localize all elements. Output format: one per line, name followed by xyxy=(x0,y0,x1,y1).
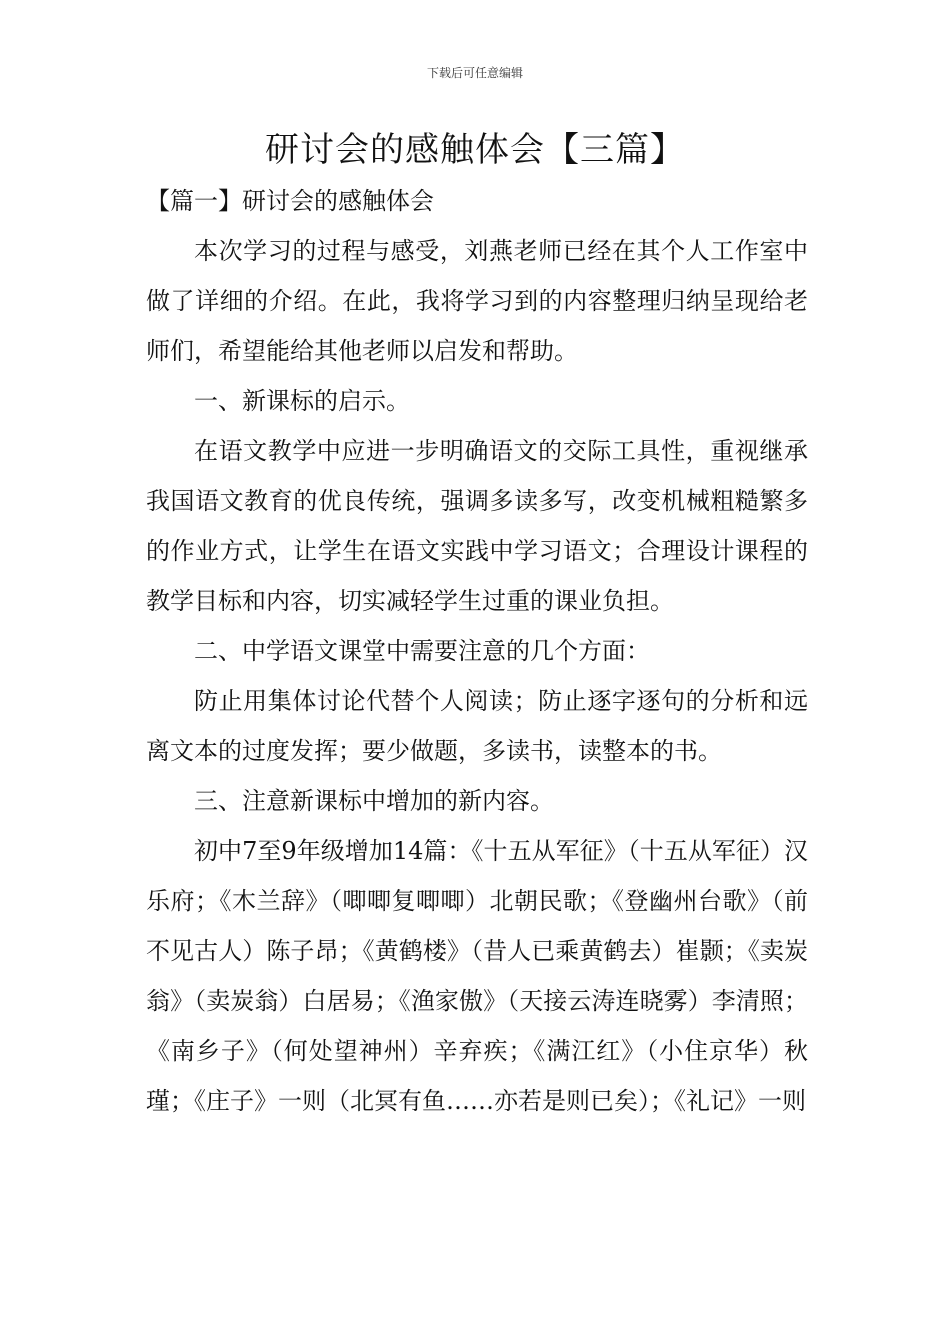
paragraph-standards: 在语文教学中应进一步明确语文的交际工具性，重视继承我国语文教育的优良传统，强调多读多写，改变机械粗糙繁多的作业方式，让学生在语文实践中学习语文；合理设计课程的教学目标和内容，切实减轻学生过重的课业负担。 xyxy=(146,437,808,615)
section-heading: 【篇一】研讨会的感触体会 xyxy=(146,187,434,215)
paragraph-classroom: 防止用集体讨论代替个人阅读；防止逐字逐句的分析和远离文本的过度发挥；要少做题，多读书，读整本的书。 xyxy=(146,687,808,765)
header-note: 下载后可任意编辑 xyxy=(426,66,523,80)
document-body xyxy=(146,176,808,1126)
paragraph-heading-3: 三、注意新课标中增加的新内容。 xyxy=(194,787,554,815)
document-title: 研讨会的感触体会【三篇】 xyxy=(265,130,685,170)
paragraph-heading-2: 二、中学语文课堂中需要注意的几个方面： xyxy=(194,637,650,665)
paragraph-heading-1: 一、新课标的启示。 xyxy=(194,387,410,415)
paragraph-intro: 本次学习的过程与感受，刘燕老师已经在其个人工作室中做了详细的介绍。在此，我将学习到的内容整理归纳呈现给老师们，希望能给其他老师以启发和帮助。 xyxy=(146,237,808,365)
paragraph-new-content: 初中7至9年级增加14篇：《十五从军征》（十五从军征）汉乐府；《木兰辞》（唧唧复唧唧）北朝民歌；《登幽州台歌》（前不见古人）陈子昂；《黄鹤楼》（昔人已乘黄鹤去）崔颢；《卖炭翁》（卖炭翁）白居易；《渔家傲》（天接云涛连晓雾）李清照；《南乡子》（何处望神州）辛弃疾；《满江红》（小住京华）秋瑾；《庄子》一则（北冥有鱼……亦若是则已矣）；《礼记》一则 xyxy=(146,837,808,1115)
